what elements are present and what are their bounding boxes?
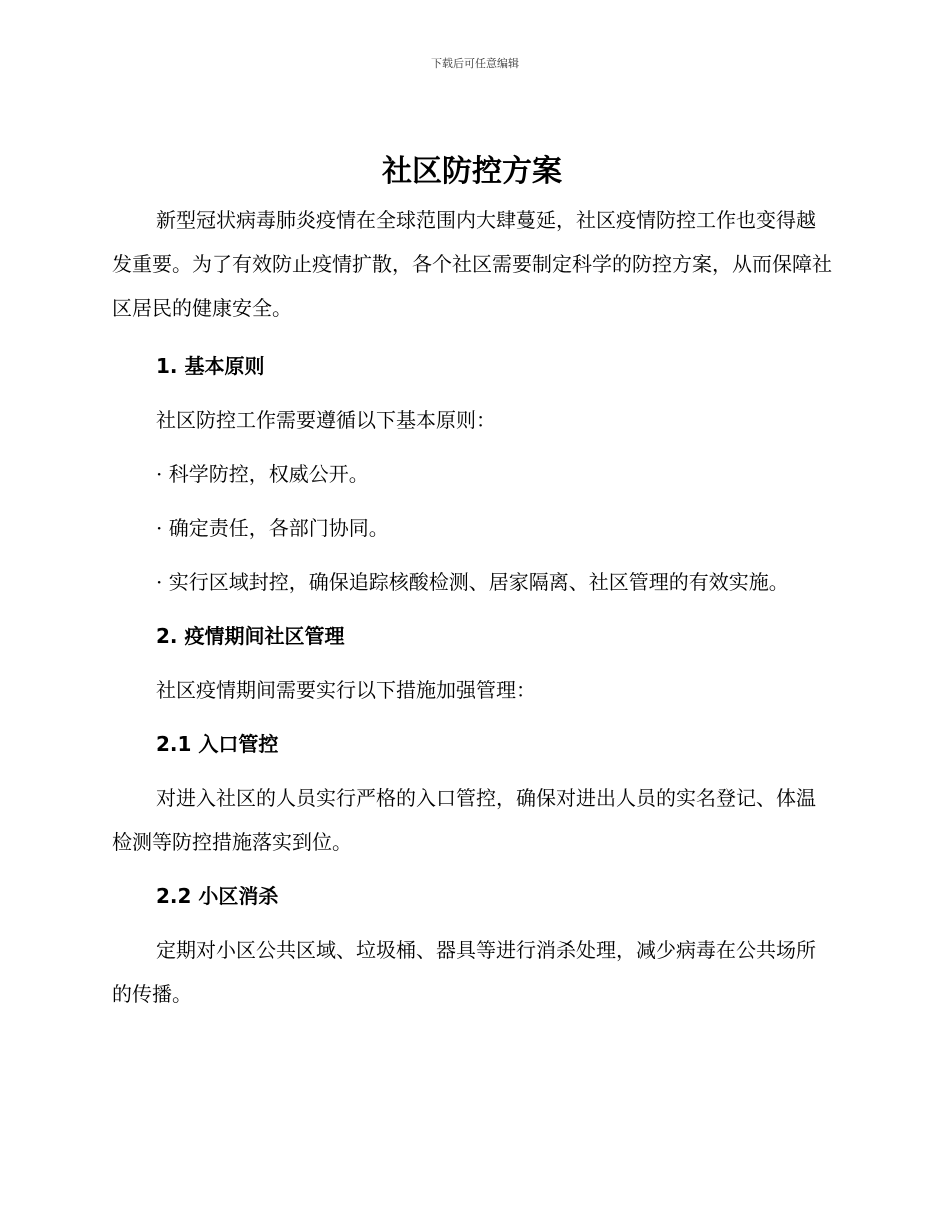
subsection-2-1-body: 对进入社区的人员实行严格的入口管控，确保对进出人员的实名登记、体温检测等防控措施落实到位。 [112,786,816,854]
bullet-item: · 确定责任，各部门协同。 [156,516,389,540]
document-body [112,150,832,1016]
subsection-2-2-body: 定期对小区公共区域、垃圾桶、器具等进行消杀处理，减少病毒在公共场所的传播。 [112,938,816,1006]
section-2-lead: 社区疫情期间需要实行以下措施加强管理： [156,678,536,702]
section-1-lead: 社区防控工作需要遵循以下基本原则： [156,408,496,432]
section-2-heading: 2. 疫情期间社区管理 [156,624,345,648]
bullet-item: · 科学防控，权威公开。 [156,462,369,486]
section-1-heading: 1. 基本原则 [156,354,265,378]
bullet-item: · 实行区域封控，确保追踪核酸检测、居家隔离、社区管理的有效实施。 [156,570,789,594]
page-header-note: 下载后可任意编辑 [431,57,519,70]
subsection-2-1-heading: 2.1 入口管控 [156,732,279,756]
document-title: 社区防控方案 [382,154,562,189]
subsection-2-2-heading: 2.2 小区消杀 [156,884,279,908]
intro-paragraph: 新型冠状病毒肺炎疫情在全球范围内大肆蔓延，社区疫情防控工作也变得越发重要。为了有效防止疫情扩散，各个社区需要制定科学的防控方案，从而保障社区居民的健康安全。 [112,208,832,320]
